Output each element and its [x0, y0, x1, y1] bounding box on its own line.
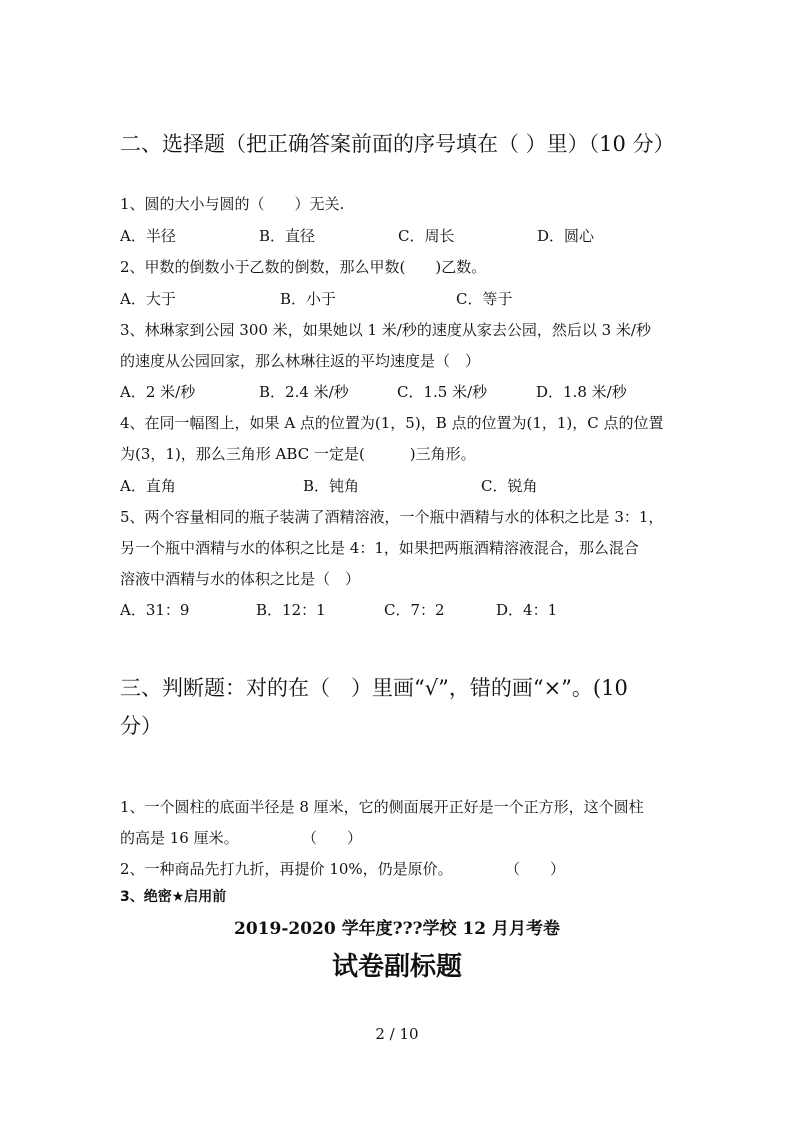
q4-option-c: C．锐角: [481, 477, 538, 495]
s3-q1-text-line1: 1、一个圆柱的底面半径是 8 厘米，它的侧面展开正好是一个正方形，这个圆柱: [120, 798, 644, 816]
q2-text: 2、甲数的倒数小于乙数的倒数，那么甲数( )乙数。: [120, 258, 487, 276]
q4-option-a: A．直角: [120, 477, 176, 495]
q4-option-b: B．钝角: [303, 477, 360, 495]
q2-option-b: B．小于: [280, 290, 337, 308]
s3-q2-answer-blank: （ ）: [505, 860, 566, 878]
section3-heading-line1: 三、判断题：对的在（ ）里画“√”，错的画“×”。(10: [120, 676, 628, 700]
q1-text: 1、圆的大小与圆的（ ）无关.: [120, 195, 345, 213]
q3-option-c: C．1.5 米/秒: [397, 383, 488, 401]
s3-q2-text: 2、一种商品先打九折，再提价 10%，仍是原价。: [120, 860, 453, 878]
q5-option-a: A．31：9: [120, 601, 190, 619]
q3-text-line1: 3、林琳家到公园 300 米，如果她以 1 米/秒的速度从家去公园，然后以 3 米/秒: [120, 321, 651, 339]
q3-option-a: A．2 米/秒: [120, 383, 196, 401]
q3-option-d: D．1.8 米/秒: [536, 383, 627, 401]
q1-option-b: B．直径: [259, 227, 316, 245]
page-number: 2 / 10: [375, 1025, 419, 1043]
q3-text-line2: 的速度从公园回家，那么林琳往返的平均速度是（ ）: [120, 352, 481, 370]
s3-q3-text: 3、绝密★启用前: [120, 889, 227, 905]
q1-option-a: A．半径: [120, 227, 176, 245]
q3-option-b: B．2.4 米/秒: [259, 383, 349, 401]
section2-heading: 二、选择题（把正确答案前面的序号填在（ ）里）（10 分）: [120, 132, 675, 156]
q2-option-c: C．等于: [456, 290, 513, 308]
q1-option-d: D．圆心: [537, 227, 595, 245]
q5-text-line3: 溶液中酒精与水的体积之比是（ ）: [120, 570, 361, 588]
q1-option-c: C．周长: [398, 227, 455, 245]
section3-heading-line2: 分）: [120, 714, 162, 738]
q5-option-b: B．12：1: [256, 601, 326, 619]
q5-text-line2: 另一个瓶中酒精与水的体积之比是 4：1，如果把两瓶酒精溶液混合，那么混合: [120, 539, 639, 557]
q4-text-line1: 4、在同一幅图上，如果 A 点的位置为(1，5)，B 点的位置为(1，1)，C 点的位置: [120, 414, 664, 432]
q4-text-line2: 为(3，1)，那么三角形 ABC 一定是( )三角形。: [120, 445, 476, 463]
s3-q1-text-line2: 的高是 16 厘米。: [120, 829, 239, 847]
q5-text-line1: 5、两个容量相同的瓶子装满了酒精溶液，一个瓶中酒精与水的体积之比是 3：1，: [120, 508, 664, 526]
exam-subtitle: 试卷副标题: [331, 952, 462, 982]
s3-q1-answer-blank: （ ）: [302, 829, 363, 847]
exam-title: 2019-2020 学年度???学校 12 月月考卷: [234, 919, 560, 939]
q5-option-d: D．4：1: [496, 601, 558, 619]
q2-option-a: A．大于: [120, 290, 176, 308]
q5-option-c: C．7：2: [384, 601, 445, 619]
